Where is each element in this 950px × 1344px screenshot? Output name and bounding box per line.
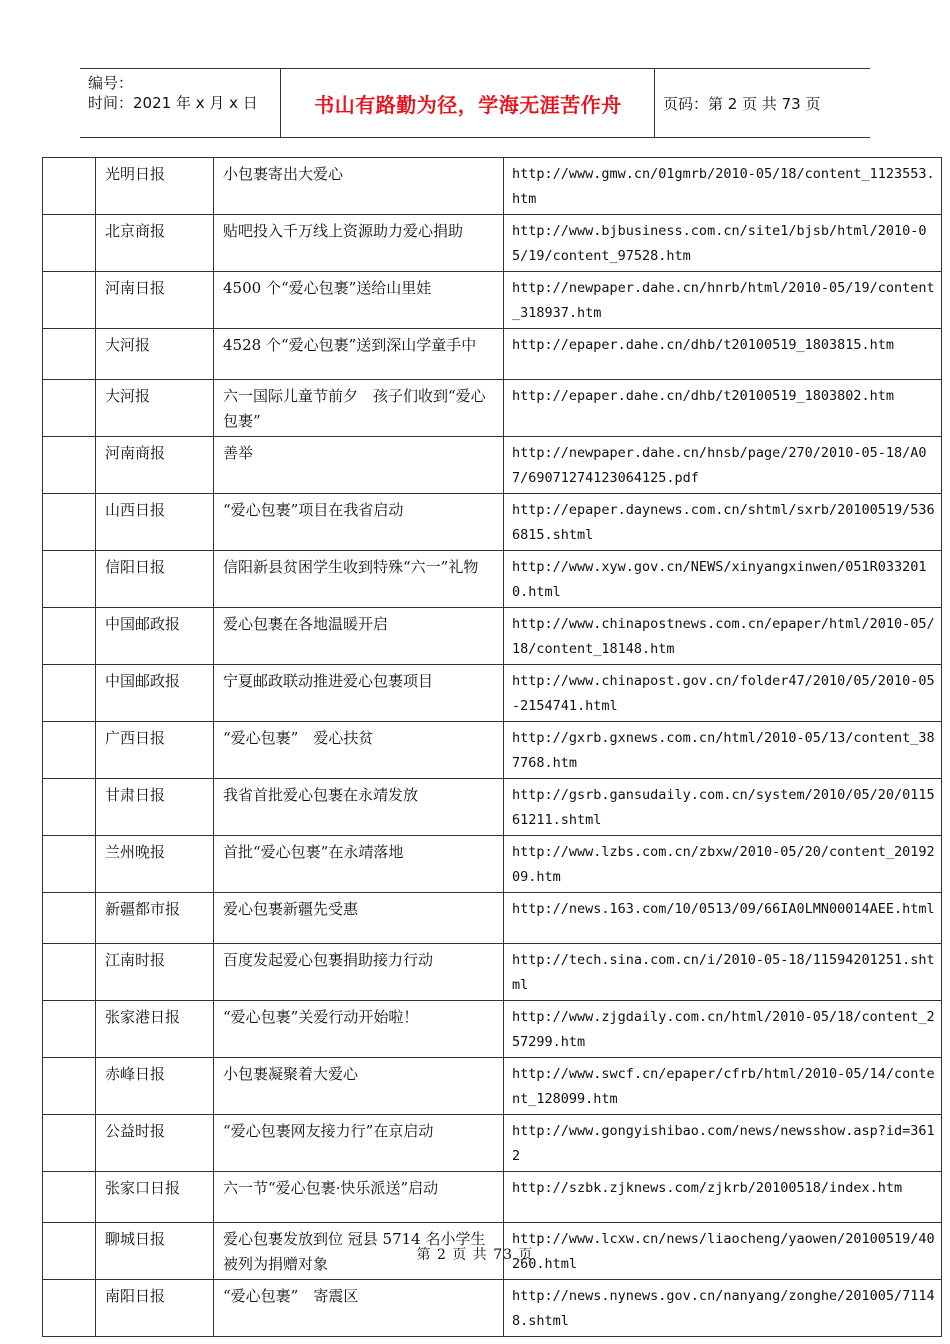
newspaper-cell: 兰州晚报 — [96, 836, 214, 893]
headline-cell: “爱心包裹网友接力行”在京启动 — [214, 1115, 504, 1172]
url-cell[interactable]: http://www.xyw.gov.cn/NEWS/xinyangxinwen/051R0332010.html — [504, 551, 942, 608]
time-label: 时间：2021 年 x 月 x 日 — [88, 94, 258, 112]
table-row — [43, 1280, 942, 1337]
newspaper-cell: 河南日报 — [96, 272, 214, 329]
blank-cell — [43, 944, 96, 1001]
newspaper-cell: 江南时报 — [96, 944, 214, 1001]
table-row — [43, 722, 942, 779]
url-cell[interactable]: http://www.lcxw.cn/news/liaocheng/yaowen/20100519/40260.html — [504, 1223, 942, 1280]
blank-cell — [43, 380, 96, 437]
newspaper-cell: 大河报 — [96, 380, 214, 437]
table-row — [43, 1172, 942, 1223]
headline-cell: 百度发起爱心包裹捐助接力行动 — [214, 944, 504, 1001]
newspaper-cell: 南阳日报 — [96, 1280, 214, 1337]
url-cell[interactable]: http://epaper.dahe.cn/dhb/t20100519_1803802.htm — [504, 380, 942, 437]
headline-cell: 4500 个“爱心包裹”送给山里娃 — [214, 272, 504, 329]
blank-cell — [43, 1115, 96, 1172]
table-row — [43, 380, 942, 437]
newspaper-cell: 信阳日报 — [96, 551, 214, 608]
newspaper-cell: 张家口日报 — [96, 1172, 214, 1223]
blank-cell — [43, 722, 96, 779]
headline-cell: “爱心包裹” 爱心扶贫 — [214, 722, 504, 779]
url-cell[interactable]: http://www.chinapostnews.com.cn/epaper/html/2010-05/18/content_18148.htm — [504, 608, 942, 665]
header-motto: 书山有路勤为径，学海无涯苦作舟 — [282, 69, 655, 137]
table-row — [43, 665, 942, 722]
newspaper-cell: 大河报 — [96, 329, 214, 380]
blank-cell — [43, 272, 96, 329]
newspaper-cell: 聊城日报 — [96, 1223, 214, 1280]
url-cell[interactable]: http://tech.sina.com.cn/i/2010-05-18/11594201251.shtml — [504, 944, 942, 1001]
blank-cell — [43, 158, 96, 215]
table-row — [43, 329, 942, 380]
url-cell[interactable]: http://www.gmw.cn/01gmrb/2010-05/18/content_1123553.htm — [504, 158, 942, 215]
headline-cell: 信阳新县贫困学生收到特殊“六一”礼物 — [214, 551, 504, 608]
headline-cell: 贴吧投入千万线上资源助力爱心捐助 — [214, 215, 504, 272]
page-header — [80, 68, 870, 138]
url-cell[interactable]: http://news.163.com/10/0513/09/66IA0LMN00014AEE.html — [504, 893, 942, 944]
headline-cell: 宁夏邮政联动推进爱心包裹项目 — [214, 665, 504, 722]
headline-cell: 4528 个“爱心包裹”送到深山学童手中 — [214, 329, 504, 380]
newspaper-cell: 河南商报 — [96, 437, 214, 494]
headline-cell: 爱心包裹新疆先受惠 — [214, 893, 504, 944]
blank-cell — [43, 665, 96, 722]
table-body — [43, 158, 942, 1337]
blank-cell — [43, 551, 96, 608]
url-cell[interactable]: http://news.nynews.gov.cn/nanyang/zonghe/201005/71148.shtml — [504, 1280, 942, 1337]
newspaper-cell: 中国邮政报 — [96, 665, 214, 722]
header-meta — [80, 69, 281, 137]
newspaper-cell: 甘肃日报 — [96, 779, 214, 836]
headline-cell: 小包裹凝聚着大爱心 — [214, 1058, 504, 1115]
table-row — [43, 272, 942, 329]
table-row — [43, 1115, 942, 1172]
url-cell[interactable]: http://szbk.zjknews.com/zjkrb/20100518/index.htm — [504, 1172, 942, 1223]
blank-cell — [43, 437, 96, 494]
table-row — [43, 608, 942, 665]
newspaper-cell: 公益时报 — [96, 1115, 214, 1172]
media-report-table — [42, 157, 942, 1337]
newspaper-cell: 新疆都市报 — [96, 893, 214, 944]
url-cell[interactable]: http://www.swcf.cn/epaper/cfrb/html/2010-05/14/content_128099.htm — [504, 1058, 942, 1115]
number-label: 编号： — [88, 74, 134, 92]
url-cell[interactable]: http://www.zjgdaily.com.cn/html/2010-05/18/content_257299.htm — [504, 1001, 942, 1058]
newspaper-cell: 广西日报 — [96, 722, 214, 779]
url-cell[interactable]: http://gxrb.gxnews.com.cn/html/2010-05/13/content_387768.htm — [504, 722, 942, 779]
headline-cell: 六一国际儿童节前夕 孩子们收到“爱心包裹” — [214, 380, 504, 437]
table-row — [43, 437, 942, 494]
headline-cell: 爱心包裹在各地温暖开启 — [214, 608, 504, 665]
table-row — [43, 1001, 942, 1058]
header-page-info: 页码：第 2 页 共 73 页 — [663, 94, 821, 113]
url-cell[interactable]: http://www.bjbusiness.com.cn/site1/bjsb/html/2010-05/19/content_97528.htm — [504, 215, 942, 272]
blank-cell — [43, 1172, 96, 1223]
table-row — [43, 1058, 942, 1115]
table-row — [43, 551, 942, 608]
headline-cell: 我省首批爱心包裹在永靖发放 — [214, 779, 504, 836]
table-row — [43, 158, 942, 215]
headline-cell: 小包裹寄出大爱心 — [214, 158, 504, 215]
url-cell[interactable]: http://www.gongyishibao.com/news/newsshow.asp?id=3612 — [504, 1115, 942, 1172]
blank-cell — [43, 836, 96, 893]
table-row — [43, 944, 942, 1001]
blank-cell — [43, 779, 96, 836]
table-row — [43, 494, 942, 551]
headline-cell: 爱心包裹发放到位 冠县 5714 名小学生被列为捐赠对象 — [214, 1223, 504, 1280]
newspaper-cell: 山西日报 — [96, 494, 214, 551]
url-cell[interactable]: http://epaper.daynews.com.cn/shtml/sxrb/20100519/5366815.shtml — [504, 494, 942, 551]
page-footer: 第 2 页 共 73 页 — [416, 1247, 534, 1263]
newspaper-cell: 北京商报 — [96, 215, 214, 272]
blank-cell — [43, 608, 96, 665]
url-cell[interactable]: http://gsrb.gansudaily.com.cn/system/2010/05/20/011561211.shtml — [504, 779, 942, 836]
url-cell[interactable]: http://newpaper.dahe.cn/hnrb/html/2010-05/19/content_318937.htm — [504, 272, 942, 329]
blank-cell — [43, 1280, 96, 1337]
url-cell[interactable]: http://www.chinapost.gov.cn/folder47/2010/05/2010-05-2154741.html — [504, 665, 942, 722]
headline-cell: “爱心包裹”关爱行动开始啦！ — [214, 1001, 504, 1058]
blank-cell — [43, 494, 96, 551]
blank-cell — [43, 1058, 96, 1115]
headline-cell: 首批“爱心包裹”在永靖落地 — [214, 836, 504, 893]
headline-cell: “爱心包裹” 寄震区 — [214, 1280, 504, 1337]
newspaper-cell: 张家港日报 — [96, 1001, 214, 1058]
newspaper-cell: 赤峰日报 — [96, 1058, 214, 1115]
newspaper-cell: 光明日报 — [96, 158, 214, 215]
url-cell[interactable]: http://newpaper.dahe.cn/hnsb/page/270/2010-05-18/A07/69071274123064125.pdf — [504, 437, 942, 494]
blank-cell — [43, 329, 96, 380]
table-row — [43, 893, 942, 944]
table-row — [43, 215, 942, 272]
blank-cell — [43, 1001, 96, 1058]
newspaper-cell: 中国邮政报 — [96, 608, 214, 665]
headline-cell: “爱心包裹”项目在我省启动 — [214, 494, 504, 551]
table-row — [43, 779, 942, 836]
url-cell[interactable]: http://www.lzbs.com.cn/zbxw/2010-05/20/content_2019209.htm — [504, 836, 942, 893]
blank-cell — [43, 893, 96, 944]
url-cell[interactable]: http://epaper.dahe.cn/dhb/t20100519_1803815.htm — [504, 329, 942, 380]
headline-cell: 六一节“爱心包裹·快乐派送”启动 — [214, 1172, 504, 1223]
headline-cell: 善举 — [214, 437, 504, 494]
blank-cell — [43, 215, 96, 272]
table-row — [43, 836, 942, 893]
